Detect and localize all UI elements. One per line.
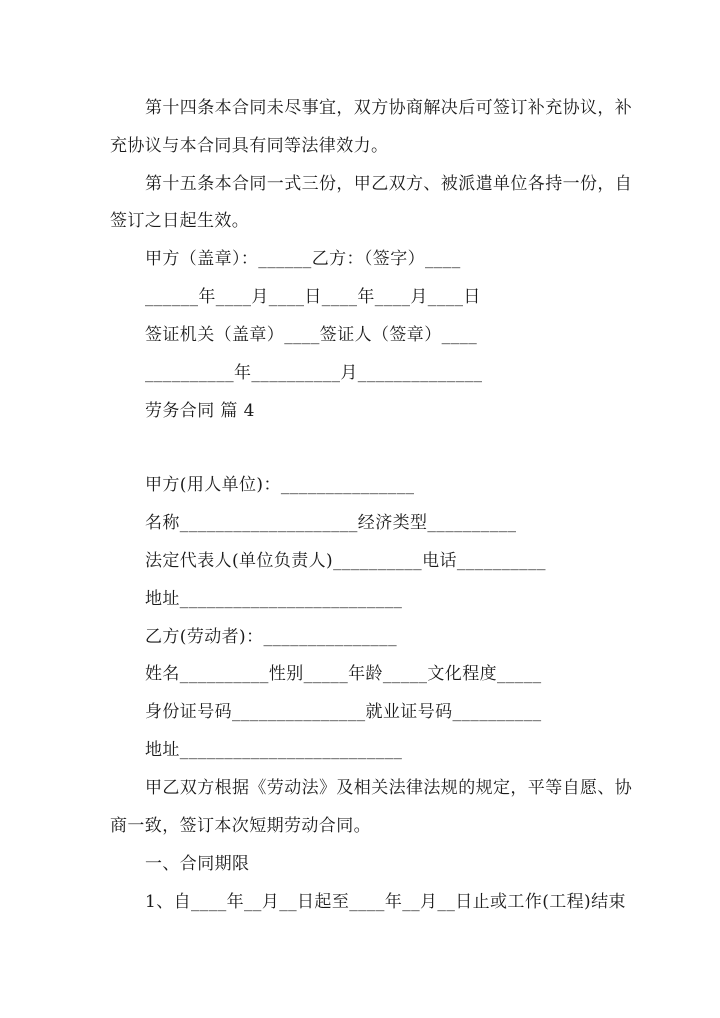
agreement-paragraph-line-2: 商一致，签订本次短期劳动合同。 — [110, 816, 371, 836]
party-a-address-line: 地址_________________________ — [145, 589, 403, 609]
name-economic-type-line: 名称____________________经济类型__________ — [145, 513, 517, 533]
party-a-b-signature-line: 甲方（盖章）：______乙方：（签字）____ — [145, 249, 461, 269]
signature-date-line: ______年____月____日____年____月____日 — [145, 287, 481, 307]
section-heading: 劳务合同 篇 4 — [145, 401, 255, 421]
party-b-address-line: 地址_________________________ — [145, 740, 403, 760]
id-employment-number-line: 身份证号码_______________就业证号码__________ — [145, 702, 542, 722]
party-b-worker-line: 乙方(劳动者)：_______________ — [145, 627, 397, 647]
personal-info-line: 姓名__________性别_____年龄_____文化程度_____ — [145, 664, 542, 684]
notary-date-line: __________年__________月______________ — [145, 363, 483, 383]
contract-term-heading: 一、合同期限 — [145, 854, 250, 874]
agreement-paragraph-line-1: 甲乙双方根据《劳动法》及相关法律法规的规定，平等自愿、协 — [145, 778, 633, 798]
article-14-line-1: 第十四条本合同未尽事宜，双方协商解决后可签订补充协议，补 — [145, 98, 633, 118]
contract-term-clause-1: 1、自____年__月__日起至____年__月__日止或工作(工程)结束 — [145, 892, 626, 912]
legal-rep-phone-line: 法定代表人(单位负责人)__________电话__________ — [145, 551, 546, 571]
notary-signature-line: 签证机关（盖章）____签证人（签章）____ — [145, 325, 478, 345]
party-a-employer-line: 甲方(用人单位)：_______________ — [145, 475, 415, 495]
article-15-line-2: 签订之日起生效。 — [110, 211, 250, 231]
article-15-line-1: 第十五条本合同一式三份，甲乙双方、被派遣单位各持一份，自 — [145, 174, 633, 194]
article-14-line-2: 充协议与本合同具有同等法律效力。 — [110, 136, 389, 156]
